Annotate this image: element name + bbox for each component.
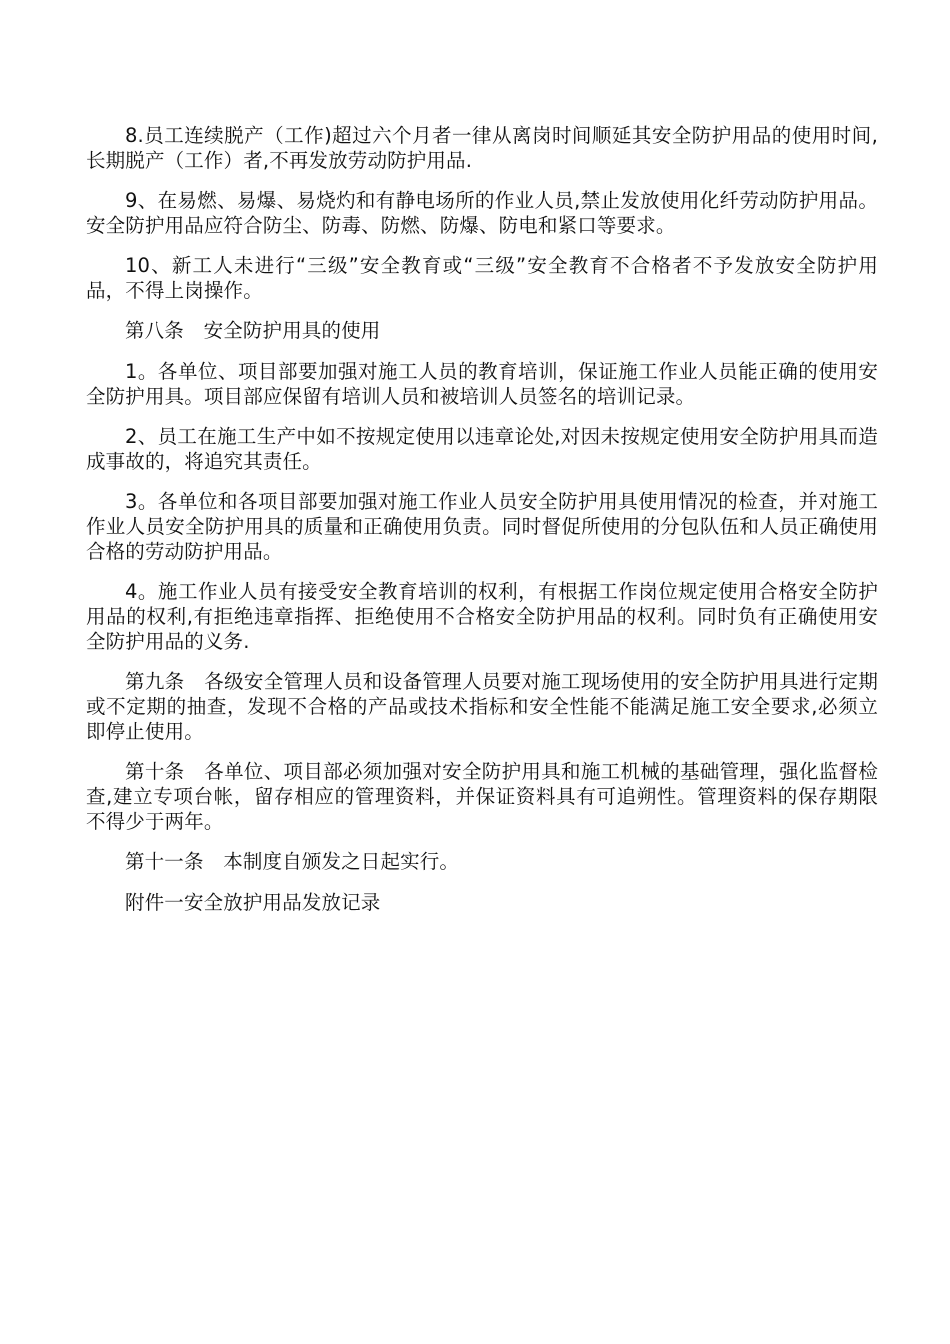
article-11: 第十一条 本制度自颁发之日起实行。: [125, 850, 460, 873]
article-9: 第九条 各级安全管理人员和设备管理人员要对施工现场使用的安全防护用具进行定期或不定期的抽查，发现不合格的产品或技术指标和安全性能不能满足施工安全要求,必须立即停止使用。: [86, 670, 878, 743]
paragraph-item-9: 9、在易燃、易爆、易烧灼和有静电场所的作业人员,禁止发放使用化纤劳动防护用品。安全防护用品应符合防尘、防毒、防燃、防爆、防电和紧口等要求。: [86, 189, 878, 237]
article-8-item-3: 3。各单位和各项目部要加强对施工作业人员安全防护用具使用情况的检查，并对施工作业人员安全防护用具的质量和正确使用负责。同时督促所使用的分包队伍和人员正确使用合格的劳动防护用品。: [86, 490, 878, 563]
document-body: [86, 123, 878, 930]
article-10: 第十条 各单位、项目部必须加强对安全防护用具和施工机械的基础管理，强化监督检查,建立专项台帐，留存相应的管理资料，并保证资料具有可追朔性。管理资料的保存期限不得少于两年。: [86, 760, 878, 833]
article-8-item-4: 4。施工作业人员有接受安全教育培训的权利，有根据工作岗位规定使用合格安全防护用品的权利,有拒绝违章指挥、拒绝使用不合格安全防护用品的权利。同时负有正确使用安全防护用品的义务.: [86, 580, 878, 653]
paragraph-item-10: 10、新工人未进行“三级”安全教育或“三级”安全教育不合格者不予发放安全防护用品，不得上岗操作。: [86, 254, 878, 302]
paragraph-item-8: 8.员工连续脱产（工作)超过六个月者一律从离岗时间顺延其安全防护用品的使用时间,长期脱产（工作）者,不再发放劳动防护用品.: [86, 124, 878, 172]
attachment-note: 附件一安全放护用品发放记录: [125, 891, 381, 914]
article-8-item-1: 1。各单位、项目部要加强对施工人员的教育培训，保证施工作业人员能正确的使用安全防护用具。项目部应保留有培训人员和被培训人员签名的培训记录。: [86, 360, 878, 408]
article-8-heading: 第八条 安全防护用具的使用: [125, 319, 381, 342]
article-8-item-2: 2、员工在施工生产中如不按规定使用以违章论处,对因未按规定使用安全防护用具而造成事故的，将追究其责任。: [86, 425, 878, 473]
